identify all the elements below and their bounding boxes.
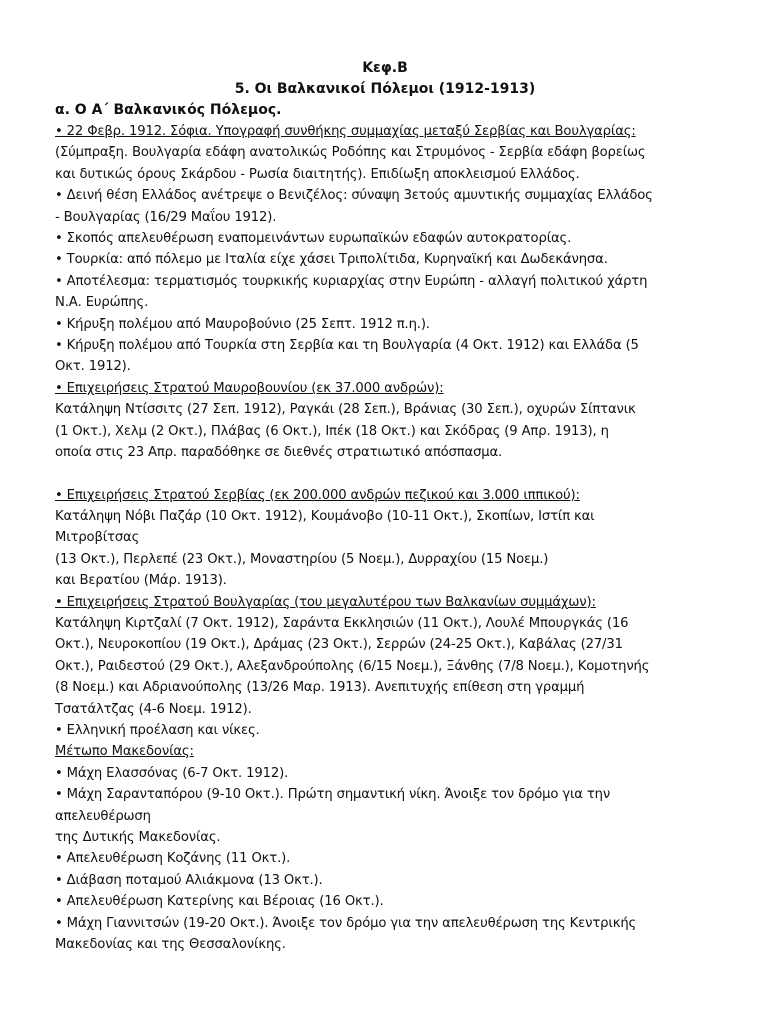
paragraph-line: της Δυτικής Μακεδονίας.: [55, 830, 221, 845]
paragraph-line: Ν.Α. Ευρώπης.: [55, 295, 149, 311]
paragraph-line: Κατάληψη Κιρτζαλί (7 Οκτ. 1912), Σαράντα Εκκλησιών (11 Οκτ.), Λουλέ Μπουργκάς (16: [55, 615, 629, 631]
paragraph-line: (1 Οκτ.), Χελμ (2 Οκτ.), Πλάβας (6 Οκτ.), Ιπέκ (18 Οκτ.) και Σκόδρας (9 Απρ. 1913), η: [55, 423, 609, 439]
paragraph-line: • Διάβαση ποταμού Αλιάκμονα (13 Οκτ.).: [55, 872, 323, 888]
paragraph-line: Κατάληψη Νόβι Παζάρ (10 Οκτ. 1912), Κουμάνοβο (10-11 Οκτ.), Σκοπίων, Ιστίπ και: [55, 508, 595, 524]
paragraph-line: • Κήρυξη πολέμου από Τουρκία στη Σερβία και τη Βουλγαρία (4 Οκτ. 1912) και Ελλάδα (5: [55, 338, 639, 354]
paragraph-line: • Μάχη Γιαννιτσών (19-20 Οκτ.). Άνοιξε τον δρόμο για την απελευθέρωση της Κεντρικής: [55, 915, 637, 931]
paragraph-line: Μιτροβίτσας: [55, 530, 140, 546]
section-title: α. Ο Α΄ Βαλκανικός Πόλεμος.: [55, 102, 282, 118]
chapter-heading: Κεφ.Β: [362, 60, 408, 76]
paragraph-line: • Ελληνική προέλαση και νίκες.: [55, 722, 260, 738]
paragraph-line: - Βουλγαρίας (16/29 Μαΐου 1912).: [55, 209, 277, 225]
paragraph-line: (13 Οκτ.), Περλεπέ (23 Οκτ.), Μοναστηρίου (5 Νοεμ.), Δυρραχίου (15 Νοεμ.): [55, 551, 549, 567]
blank-line: [55, 464, 715, 485]
paragraph-line: • Σκοπός απελευθέρωση εναπομεινάντων ευρωπαϊκών εδαφών αυτοκρατορίας.: [55, 231, 572, 247]
paragraph-line: • Επιχειρήσεις Στρατού Μαυροβουνίου (εκ 37.000 ανδρών):: [55, 380, 444, 396]
paragraph-line: • Μάχη Ελασσόνας (6-7 Οκτ. 1912).: [55, 765, 289, 781]
paragraph-line: • Κήρυξη πολέμου από Μαυροβούνιο (25 Σεπτ. 1912 π.η.).: [55, 316, 430, 332]
paragraph-line: • Απελευθέρωση Κατερίνης και Βέροιας (16 Οκτ.).: [55, 894, 384, 910]
document-page: [55, 58, 715, 955]
paragraph-line: απελευθέρωση: [55, 808, 151, 824]
paragraph-line: (8 Νοεμ.) και Αδριανούπολης (13/26 Μαρ. 1913). Ανεπιτυχής επίθεση στη γραμμή: [55, 680, 585, 696]
paragraph-line: Οκτ.), Νευροκοπίου (19 Οκτ.), Δράμας (23 Οκτ.), Σερρών (24-25 Οκτ.), Καβάλας (27/31: [55, 637, 623, 653]
paragraph-line: Τσατάλτζας (4-6 Νοεμ. 1912).: [55, 701, 252, 717]
paragraph-line: • Δεινή θέση Ελλάδος ανέτρεψε ο Βενιζέλος: σύναψη 3ετούς αμυντικής συμμαχίας Ελλάδος: [55, 188, 653, 204]
paragraph-line: (Σύμπραξη. Βουλγαρία εδάφη ανατολικώς Ροδόπης και Στρυμόνος - Σερβία εδάφη βορείως: [55, 145, 646, 161]
paragraph-line: οποία στις 23 Απρ. παραδόθηκε σε διεθνές στρατιωτικό απόσπασμα.: [55, 445, 503, 461]
paragraph-line: • Απελευθέρωση Κοζάνης (11 Οκτ.).: [55, 851, 291, 867]
paragraph-line: • Επιχειρήσεις Στρατού Σερβίας (εκ 200.000 ανδρών πεζικού και 3.000 ιππικού):: [55, 487, 580, 503]
document-title: 5. Οι Βαλκανικοί Πόλεμοι (1912-1913): [234, 81, 536, 97]
paragraph-line: • Τουρκία: από πόλεμο με Ιταλία είχε χάσει Τριπολίτιδα, Κυρηναϊκή και Δωδεκάνησα.: [55, 252, 608, 268]
paragraph-line: • Αποτέλεσμα: τερματισμός τουρκικής κυριαρχίας στην Ευρώπη - αλλαγή πολιτικού χάρτη: [55, 273, 648, 289]
paragraph-line: Οκτ.), Ραιδεστού (29 Οκτ.), Αλεξανδρούπολης (6/15 Νοεμ.), Ξάνθης (7/8 Νοεμ.), Κομοτηνής: [55, 658, 650, 674]
paragraph-line: Μέτωπο Μακεδονίας:: [55, 744, 194, 760]
paragraph-line: Κατάληψη Ντίσσιτς (27 Σεπ. 1912), Ραγκάι (28 Σεπ.), Βράνιας (30 Σεπ.), οχυρών Σίπτανικ: [55, 402, 636, 418]
paragraph-line: • Επιχειρήσεις Στρατού Βουλγαρίας (του μεγαλυτέρου των Βαλκανίων συμμάχων):: [55, 594, 596, 610]
paragraph-line: και Βερατίου (Μάρ. 1913).: [55, 573, 227, 589]
paragraph-line: • 22 Φεβρ. 1912. Σόφια. Υπογραφή συνθήκης συμμαχίας μεταξύ Σερβίας και Βουλγαρίας:: [55, 124, 636, 139]
paragraph-line: Οκτ. 1912).: [55, 359, 131, 375]
paragraph-line: και δυτικώς όρους Σκάρδου - Ρωσία διαιτητής). Επιδίωξη αποκλεισμού Ελλάδος.: [55, 166, 580, 182]
paragraph-line: • Μάχη Σαρανταπόρου (9-10 Οκτ.). Πρώτη σημαντική νίκη. Άνοιξε τον δρόμο για την: [55, 787, 611, 803]
paragraph-line: Μακεδονίας και της Θεσσαλονίκης.: [55, 937, 286, 953]
